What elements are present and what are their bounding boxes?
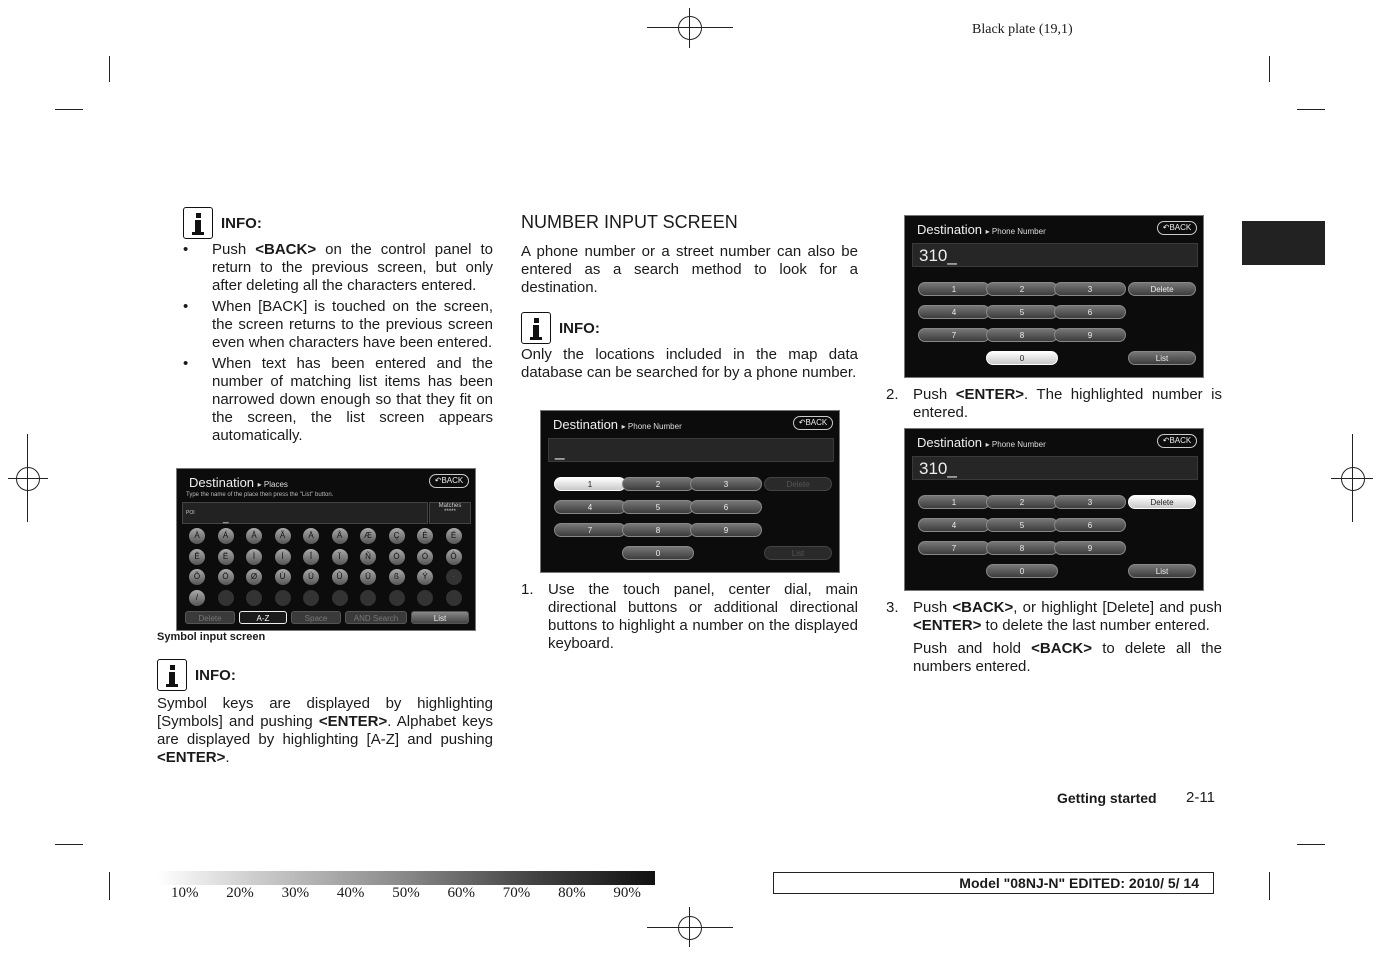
field-label: POI [186,510,195,516]
gray-scale-label: 60% [447,885,475,901]
info-label: INFO: [221,214,262,232]
key-4[interactable]: 4 [918,305,990,319]
back-arrow-icon: ↶ [1162,223,1170,232]
info-label: INFO: [559,319,600,337]
symbol-input-screen [176,468,476,631]
symbol-key[interactable]: È [417,528,433,544]
key-3[interactable]: 3 [1054,282,1126,296]
key-0[interactable]: 0 [986,351,1058,365]
symbol-key[interactable]: Á [218,528,234,544]
gray-scale-label: 10% [171,885,199,901]
symbol-key[interactable]: Ø [246,569,262,585]
key-8[interactable]: 8 [622,523,694,537]
symbol-key[interactable]: É [446,528,462,544]
key-9[interactable]: 9 [1054,541,1126,555]
section-heading: NUMBER INPUT SCREEN [521,212,738,232]
info-text: Symbol keys are displayed by highlighting [Symbols] and pushing <ENTER>. Alphabet keys are displayed by highlighting [A-Z] and pushing <ENTER>. [157,695,494,766]
screen-title: Destination ▸ Phone Number [917,222,1046,237]
info-text: Only the locations included in the map data database can be searched for by a phone number. [521,346,858,381]
list-key[interactable]: List [1128,351,1196,365]
plate-label: Black plate (19,1) [972,22,1073,37]
key-2[interactable]: 2 [622,477,694,491]
a-z-button[interactable]: A-Z [239,611,287,624]
screen-title: Destination ▸ Phone Number [917,435,1046,450]
key-1[interactable]: 1 [918,495,990,509]
chapter-tab [1242,221,1325,265]
symbol-key[interactable]: Õ [189,569,205,585]
key-5[interactable]: 5 [986,518,1058,532]
cursor: _ [223,513,229,524]
back-arrow-icon: ↶ [434,476,442,485]
step-2: 2. Push <ENTER>. The highlighted number is entered. [886,386,1223,421]
key-6[interactable]: 6 [1054,518,1126,532]
key-1[interactable]: 1 [554,477,626,491]
symbol-key[interactable] [218,590,234,606]
symbol-key[interactable] [360,590,376,606]
symbol-key[interactable]: Ý [417,569,433,585]
number-field[interactable]: 310_ [912,456,1198,480]
gray-scale-label: 40% [336,885,365,901]
key-1[interactable]: 1 [918,282,990,296]
back-button[interactable]: ↶BACK [793,416,833,430]
left-column [157,207,493,448]
symbol-key[interactable]: Ã [275,528,291,544]
symbol-key[interactable]: Ú [303,569,319,585]
list-key[interactable]: List [1128,564,1196,578]
symbol-key[interactable]: Ñ [360,549,376,565]
back-arrow-icon: ↶ [798,418,806,427]
symbol-key[interactable]: Æ [360,528,376,544]
symbol-key[interactable] [275,590,291,606]
symbol-key[interactable] [389,590,405,606]
gray-scale-label: 50% [392,885,420,901]
info-icon [157,659,187,691]
info-label: INFO: [195,666,236,684]
symbol-key[interactable]: Ó [417,549,433,565]
footer-section: Getting started [1057,790,1157,806]
symbol-key[interactable]: Ò [389,549,405,565]
space-button[interactable]: Space [291,611,341,624]
symbol-key[interactable] [303,590,319,606]
model-edit-box: Model "08NJ-N" EDITED: 2010/ 5/ 14 [773,872,1214,894]
key-0[interactable]: 0 [622,546,694,560]
matches-box: Matches ***** [429,502,471,524]
symbol-key[interactable]: Ô [446,549,462,565]
symbol-key[interactable] [332,590,348,606]
figure-caption: Symbol input screen [157,631,266,643]
symbol-key[interactable]: Ì [246,549,262,565]
key-2[interactable]: 2 [986,495,1058,509]
key-0[interactable]: 0 [986,564,1058,578]
symbol-key[interactable]: Ê [189,549,205,565]
back-arrow-icon: ↶ [1162,436,1170,445]
info-heading-2 [157,659,493,691]
symbol-key[interactable]: Â [246,528,262,544]
list-key[interactable]: List [764,546,832,560]
left-info-2 [157,659,493,767]
key-3[interactable]: 3 [1054,495,1126,509]
middle-column [521,212,858,382]
list-button[interactable]: List [411,611,469,624]
text-field[interactable] [182,502,428,524]
key-7[interactable]: 7 [554,523,626,537]
back-button[interactable]: ↶BACK [1157,434,1197,448]
symbol-key[interactable]: ß [389,569,405,585]
bullet-item: • Push <BACK> on the control panel to return to the previous screen, but only after deleting all the characters entered. [183,241,494,294]
intro-text: A phone number or a street number can also be entered as a search method to look for a destination. [521,243,858,296]
key-9[interactable]: 9 [690,523,762,537]
bullet-item: • When [BACK] is touched on the screen, the screen returns to the previous screen even when characters have been entered. [183,298,493,351]
back-button[interactable]: ↶BACK [1157,221,1197,235]
key-8[interactable]: 8 [986,328,1058,342]
symbol-key[interactable]: · [446,569,462,585]
step-1: 1. Use the touch panel, center dial, main directional buttons or additional directional buttons to highlight a number on the displayed keyboard. [521,581,858,652]
info-icon [521,312,551,344]
key-6[interactable]: 6 [1054,305,1126,319]
key-6[interactable]: 6 [690,500,762,514]
info-heading-1 [183,207,493,239]
symbol-key[interactable]: Å [332,528,348,544]
key-5[interactable]: 5 [622,500,694,514]
symbol-key[interactable]: Ë [218,549,234,565]
number-field[interactable]: _ [548,438,834,462]
key-4[interactable]: 4 [918,518,990,532]
delete-button[interactable]: Delete [185,611,235,624]
page-number: 2-11 [1186,789,1215,806]
symbol-key[interactable]: Ç [389,528,405,544]
symbol-key[interactable]: Û [332,569,348,585]
screen-title: Destination ▸ Phone Number [553,417,682,432]
symbol-key[interactable]: Í [275,549,291,565]
symbol-key[interactable]: Î [303,549,319,565]
delete-key[interactable]: Delete [764,477,832,491]
key-9[interactable]: 9 [1054,328,1126,342]
and-search-button[interactable]: AND Search [345,611,407,624]
symbol-key[interactable]: Ï [332,549,348,565]
info-icon [183,207,213,239]
symbol-key[interactable] [246,590,262,606]
delete-key[interactable]: Delete [1128,495,1196,509]
symbol-key[interactable]: Ä [303,528,319,544]
symbol-key[interactable] [446,590,462,606]
gray-scale-label: 90% [613,885,641,901]
key-7[interactable]: 7 [918,541,990,555]
symbol-key[interactable]: Ü [360,569,376,585]
key-4[interactable]: 4 [554,500,626,514]
gray-scale-label: 70% [502,885,531,901]
gray-scale-label: 80% [558,885,586,901]
key-7[interactable]: 7 [918,328,990,342]
bullet-item: • When text has been entered and the number of matching list items has been narrowed down enough so that they fit on the screen, the list screen appears automatically. [183,355,493,444]
symbol-key[interactable]: Ö [218,569,234,585]
screen-title: Destination ▸ Places [189,475,288,490]
number-input-screen-2 [904,215,1204,378]
delete-key[interactable]: Delete [1128,282,1196,296]
symbol-key[interactable] [417,590,433,606]
number-field[interactable]: 310_ [912,243,1198,267]
info-heading-3 [521,312,858,344]
gray-scale-bar [157,871,655,885]
number-input-screen-1 [540,410,840,573]
number-input-screen-3 [904,428,1204,591]
key-2[interactable]: 2 [986,282,1058,296]
key-5[interactable]: 5 [986,305,1058,319]
symbol-key[interactable]: À [189,528,205,544]
symbol-key[interactable]: / [189,590,205,606]
step-3: 3. Push <BACK>, or highlight [Delete] and push <ENTER> to delete the last number entered. Push and hold <BACK> to delete all the numbers entered. [886,599,1223,675]
key-3[interactable]: 3 [690,477,762,491]
screen-prompt: Type the name of the place then press the "List" button. [186,492,334,498]
symbol-key[interactable]: Ù [275,569,291,585]
key-8[interactable]: 8 [986,541,1058,555]
gray-scale-label: 30% [281,885,310,901]
gray-scale-label: 20% [226,885,254,901]
back-button[interactable]: ↶BACK [429,474,469,488]
